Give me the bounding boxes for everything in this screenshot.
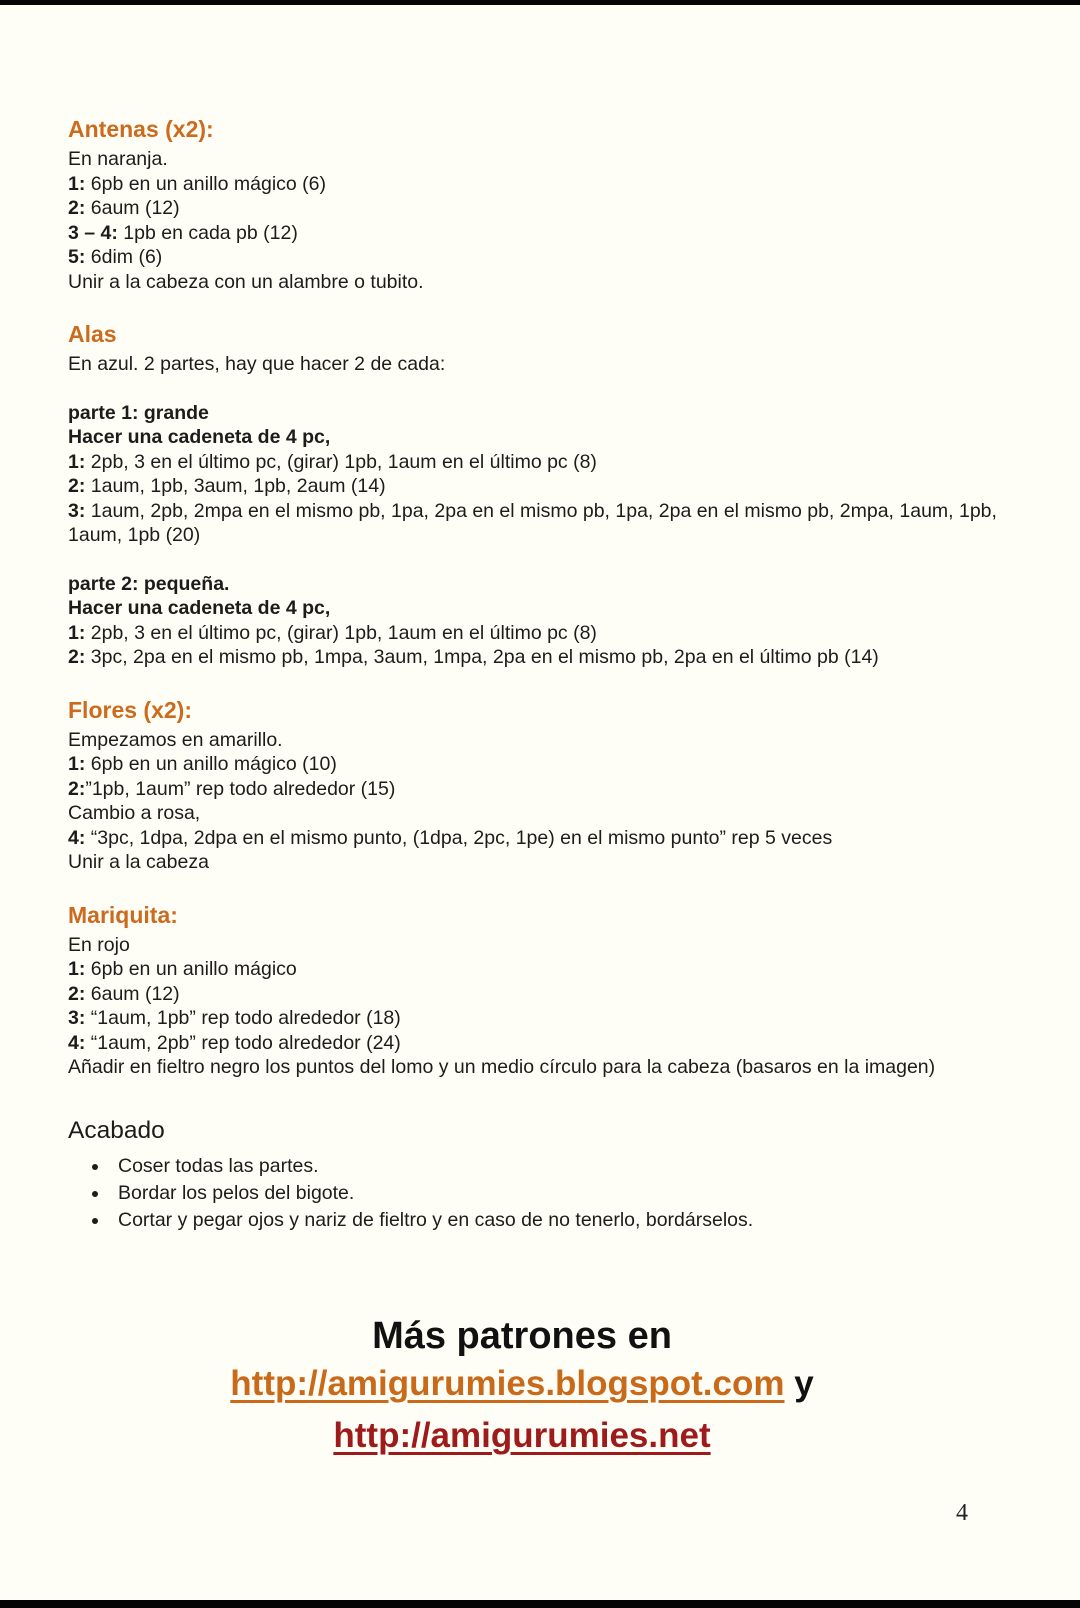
pattern-line: Empezamos en amarillo. xyxy=(68,728,283,751)
row-number: 4: xyxy=(68,826,86,849)
pattern-line: 2: 3pc, 2pa en el mismo pb, 1mpa, 3aum, 1mpa, 2pa en el mismo pb, 2pa en el último pb (14) xyxy=(68,646,879,668)
row-number: 3: xyxy=(68,1007,86,1029)
row-number: 5: xyxy=(68,246,86,268)
acabado-bullet-list xyxy=(68,1154,1016,1233)
footer-title: Más patrones en xyxy=(372,1315,672,1357)
row-number: 2: xyxy=(68,197,86,219)
pattern-line: Unir a la cabeza xyxy=(68,851,209,873)
pattern-line: Cambio a rosa, xyxy=(68,802,201,824)
pattern-line: 2: 6aum (12) xyxy=(68,197,180,219)
amigurumies-net-link[interactable]: http://amigurumies.net xyxy=(333,1416,711,1455)
pattern-line: 3 – 4: 1pb en cada pb (12) xyxy=(68,221,298,244)
row-number: 1: xyxy=(68,753,86,775)
section-heading: Antenas (x2): xyxy=(68,116,214,142)
pattern-line: 3: 1aum, 2pb, 2mpa en el mismo pb, 1pa, 2pa en el mismo pb, 1pa, 2pa en el mismo pb, 2mpa, 1aum, 1pb, 1aum, 1pb (20) xyxy=(68,499,997,546)
row-number: 1: xyxy=(68,172,86,195)
pattern-content xyxy=(68,0,1016,1235)
pattern-line: 3: “1aum, 1pb” rep todo alrededor (18) xyxy=(68,1007,401,1029)
acabado-section xyxy=(68,1116,1016,1233)
row-number: 2: xyxy=(68,777,86,800)
row-number: 1: xyxy=(68,958,86,980)
row-number: 2: xyxy=(68,475,86,497)
footer-link-line-1 xyxy=(0,1358,1044,1410)
pattern-sections xyxy=(68,116,1016,1080)
pattern-line: 1: 6pb en un anillo mágico xyxy=(68,958,297,980)
pattern-line: 1: 2pb, 3 en el último pc, (girar) 1pb, 1aum en el último pc (8) xyxy=(68,450,597,473)
pattern-line: 2: 1aum, 1pb, 3aum, 1pb, 2aum (14) xyxy=(68,475,386,497)
pattern-line: En rojo xyxy=(68,933,130,956)
row-number: 4: xyxy=(68,1031,86,1054)
footer xyxy=(0,1314,1044,1462)
row-number: 3 – 4: xyxy=(68,221,118,244)
pattern-line: 4: “1aum, 2pb” rep todo alrededor (24) xyxy=(68,1031,401,1054)
pattern-line: parte 1: grande xyxy=(68,401,209,424)
acabado-bullet: • Coser todas las partes. xyxy=(110,1154,1016,1179)
pattern-line: En naranja. xyxy=(68,148,168,170)
bottom-black-bar xyxy=(0,1600,1080,1608)
blogspot-link[interactable]: http://amigurumies.blogspot.com xyxy=(230,1364,785,1403)
pattern-line: 5: 6dim (6) xyxy=(68,246,163,268)
pattern-line: En azul. 2 partes, hay que hacer 2 de cada: xyxy=(68,353,446,375)
pattern-line: 4: “3pc, 1dpa, 2dpa en el mismo punto, (1dpa, 2pc, 1pe) en el mismo punto” rep 5 veces xyxy=(68,826,833,849)
row-number: 3: xyxy=(68,499,86,522)
pattern-line: 1: 6pb en un anillo mágico (10) xyxy=(68,753,337,775)
row-number: 2: xyxy=(68,646,86,668)
line-spacer xyxy=(68,377,1016,401)
pattern-line: 2:”1pb, 1aum” rep todo alrededor (15) xyxy=(68,777,396,800)
row-number: 2: xyxy=(68,982,86,1005)
section-heading: Flores (x2): xyxy=(68,696,192,723)
acabado-bullet: • Cortar y pegar ojos y nariz de fieltro y en caso de no tenerlo, bordárselos. xyxy=(110,1208,1016,1233)
section-heading: Mariquita: xyxy=(68,901,178,928)
pattern-line: 2: 6aum (12) xyxy=(68,982,180,1005)
row-number: 1: xyxy=(68,621,86,644)
pattern-line: 1: 6pb en un anillo mágico (6) xyxy=(68,172,326,195)
pattern-line: Hacer una cadeneta de 4 pc, xyxy=(68,426,331,448)
pattern-line: parte 2: pequeña. xyxy=(68,572,230,595)
line-spacer xyxy=(68,548,1016,572)
section-heading: Alas xyxy=(68,321,117,347)
pattern-line: Añadir en fieltro negro los puntos del lomo y un medio círculo para la cabeza (basaros en la imagen) xyxy=(68,1056,936,1078)
footer-link-suffix: y xyxy=(784,1364,814,1403)
page-number: 4 xyxy=(956,1500,968,1526)
acabado-title: Acabado xyxy=(68,1116,165,1144)
footer-link-line-2 xyxy=(0,1410,1044,1462)
pattern-line: Hacer una cadeneta de 4 pc, xyxy=(68,597,331,619)
pattern-line: Unir a la cabeza con un alambre o tubito. xyxy=(68,270,424,293)
acabado-bullet: • Bordar los pelos del bigote. xyxy=(110,1181,1016,1206)
row-number: 1: xyxy=(68,450,86,473)
pattern-line: 1: 2pb, 3 en el último pc, (girar) 1pb, 1aum en el último pc (8) xyxy=(68,621,597,644)
